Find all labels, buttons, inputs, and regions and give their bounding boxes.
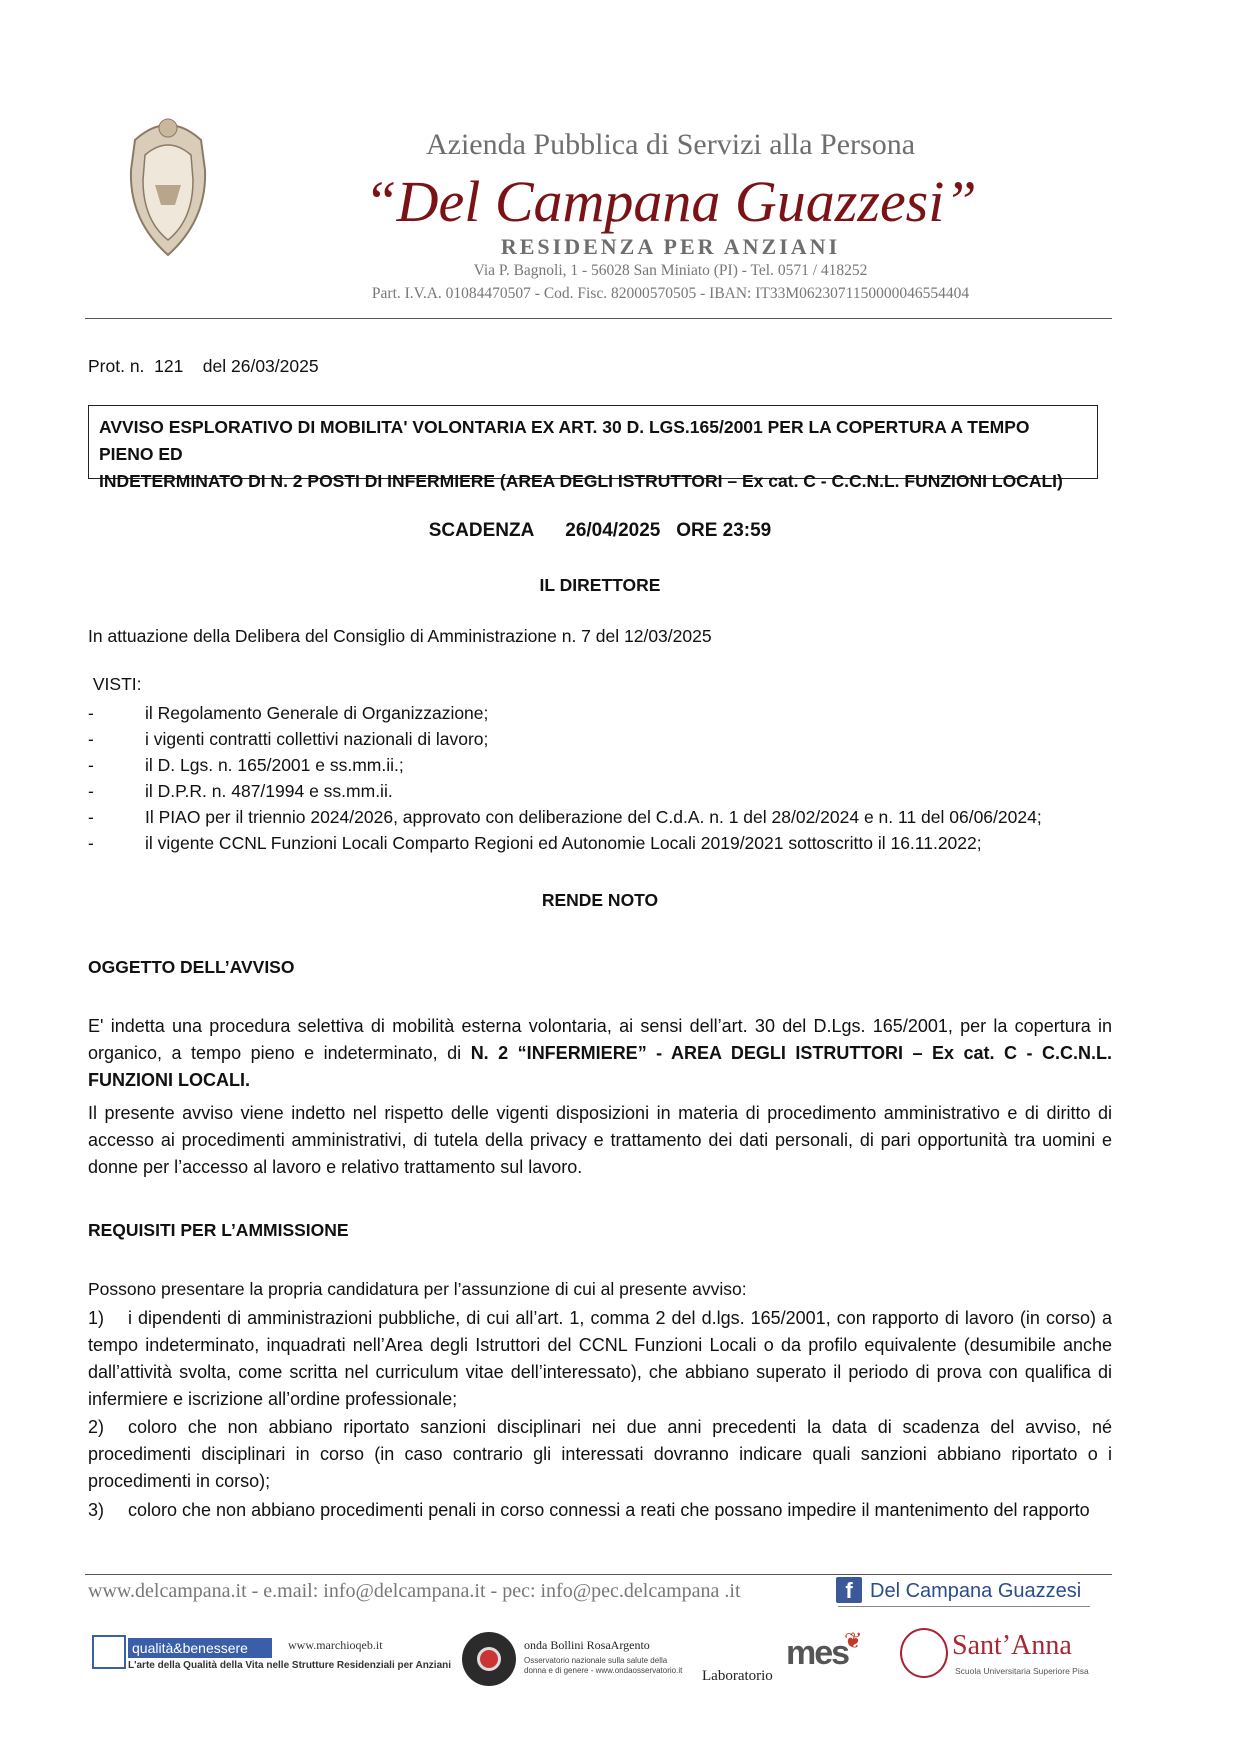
protocol-number: Prot. n. 121 del 26/03/2025 bbox=[88, 356, 319, 376]
requisito-number: 2) bbox=[88, 1417, 105, 1437]
notice-title-line2: INDETERMINATO DI N. 2 POSTI DI INFERMIERE (AREA DEGLI ISTRUTTORI – Ex cat. C - C.C.N.L. FUNZIONI LOCALI) bbox=[99, 471, 1063, 491]
list-dash: - bbox=[88, 833, 94, 853]
leaf-icon: ❦ bbox=[844, 1628, 863, 1653]
facebook-underline bbox=[838, 1606, 1090, 1607]
lab-label: Laboratorio bbox=[702, 1668, 773, 1684]
header-divider bbox=[85, 318, 1112, 319]
qb-logo-icon bbox=[92, 1635, 126, 1669]
director-heading: IL DIRETTORE bbox=[539, 575, 661, 595]
santanna-logo: Sant’Anna bbox=[952, 1630, 1072, 1661]
requisito-item: 3) coloro che non abbiano procedimenti penali in corso connessi a reati che possano impedire il mantenimento del rapporto bbox=[88, 1497, 1112, 1524]
rende-noto-heading: RENDE NOTO bbox=[541, 890, 659, 910]
footer-divider bbox=[85, 1574, 1112, 1575]
visti-item: - i vigenti contratti collettivi nazionali di lavoro; bbox=[88, 726, 488, 752]
qb-tagline: L'arte della Qualità della Vita nelle Strutture Residenziali per Anziani bbox=[128, 1660, 452, 1671]
onda-cross-icon bbox=[477, 1647, 501, 1671]
visti-label: VISTI: bbox=[88, 674, 142, 694]
onda-text: Osservatorio nazionale sulla salute della donna e di genere - www.ondaosservatorio.it bbox=[524, 1656, 683, 1675]
mes-logo: mes bbox=[786, 1634, 849, 1672]
list-dash: - bbox=[88, 807, 94, 827]
notice-title-line1: AVVISO ESPLORATIVO DI MOBILITA' VOLONTARIA EX ART. 30 D. LGS.165/2001 PER LA COPERTURA A TEMPO PIENO ED bbox=[99, 417, 1030, 464]
oggetto-heading: OGGETTO DELL’AVVISO bbox=[88, 957, 295, 977]
requisiti-heading: REQUISITI PER L’AMMISSIONE bbox=[88, 1220, 349, 1240]
org-fiscal: Part. I.V.A. 01084470507 - Cod. Fisc. 82000570505 - IBAN: IT33M0623071150000046554404 bbox=[371, 285, 970, 302]
qb-label: qualità&benessere bbox=[128, 1638, 272, 1658]
santanna-subtitle: Scuola Universitaria Superiore Pisa bbox=[955, 1666, 1089, 1676]
oggetto-paragraph-2: Il presente avviso viene indetto nel rispetto delle vigenti disposizioni in materia di procedimento amministrativo e di diritto di accesso ai procedimenti amministrativi, di tutela della privacy e trattamento dei dati personali, di pari opportunità tra uomini e donne per l’accesso al lavoro e relativo trattamento sul lavoro. bbox=[88, 1103, 1112, 1177]
visti-item: - il Regolamento Generale di Organizzazione; bbox=[88, 700, 488, 726]
qb-site: www.marchioqeb.it bbox=[288, 1638, 383, 1652]
onda-title: onda Bollini RosaArgento bbox=[524, 1638, 650, 1652]
deadline: SCADENZA 26/04/2025 ORE 23:59 bbox=[428, 520, 772, 541]
facebook-icon[interactable]: f bbox=[836, 1577, 862, 1603]
list-dash: - bbox=[88, 703, 94, 723]
org-address: Via P. Bagnoli, 1 - 56028 San Miniato (PI) - Tel. 0571 / 418252 bbox=[473, 262, 868, 279]
requisito-number: 3) bbox=[88, 1500, 105, 1520]
requisito-number: 1) bbox=[88, 1308, 105, 1328]
org-title: “Del Campana Guazzesi” bbox=[364, 169, 977, 234]
visti-item: - il D. Lgs. n. 165/2001 e ss.mm.ii.; bbox=[88, 752, 404, 778]
requisito-item: 2) coloro che non abbiano riportato sanzioni disciplinari nei due anni precedenti la data di scadenza del avviso, né procedimenti disciplinari in corso (in caso contrario gli interessati dovranno indicare quali sanzioni abbiano riportato o i procedimenti in corso); bbox=[88, 1414, 1112, 1495]
footer-contacts[interactable]: www.delcampana.it - e.mail: info@delcampana.it - pec: info@pec.delcampana .it bbox=[88, 1580, 741, 1602]
notice-title-box bbox=[88, 405, 1098, 491]
requisiti-intro: Possono presentare la propria candidatura per l’assunzione di cui al presente avviso: bbox=[88, 1279, 747, 1299]
intro-text: In attuazione della Delibera del Consiglio di Amministrazione n. 7 del 12/03/2025 bbox=[88, 626, 712, 646]
list-dash: - bbox=[88, 781, 94, 801]
visti-item: - Il PIAO per il triennio 2024/2026, approvato con deliberazione del C.d.A. n. 1 del 28/02/2024 e n. 11 del 06/06/2024; bbox=[88, 804, 1042, 830]
santanna-seal-icon bbox=[900, 1628, 948, 1678]
org-line: Azienda Pubblica di Servizi alla Persona bbox=[425, 128, 916, 161]
list-dash: - bbox=[88, 729, 94, 749]
requisito-item: 1) i dipendenti di amministrazioni pubbliche, di cui all’art. 1, comma 2 del d.lgs. 165/2001, con rapporto di lavoro (in corso) a tempo indeterminato, inquadrati nell’Area degli Istruttori del CCNL Funzioni Locali o da profilo equivalente (desumibile anche dall’attività svolta, come scritta nel curriculum vitae dell’interessato), che abbiano superato il periodo di prova con qualifica di infermiere e iscrizione all’ordine professionale; bbox=[88, 1305, 1112, 1413]
facebook-link[interactable]: Del Campana Guazzesi bbox=[870, 1580, 1082, 1602]
list-dash: - bbox=[88, 755, 94, 775]
visti-item: - il vigente CCNL Funzioni Locali Comparto Regioni ed Autonomie Locali 2019/2021 sottoscritto il 16.11.2022; bbox=[88, 830, 982, 856]
org-subtitle: RESIDENZA PER ANZIANI bbox=[500, 234, 841, 259]
visti-item: - il D.P.R. n. 487/1994 e ss.mm.ii. bbox=[88, 778, 393, 804]
oggetto-paragraph-1: E' indetta una procedura selettiva di mobilità esterna volontaria, ai sensi dell’art. 30 del D.Lgs. 165/2001, per la copertura in organico, a tempo pieno e indeterminato, di N. 2 “INFERMIERE” - AREA DEGLI ISTRUTTORI – Ex cat. C - C.C.N.L. FUNZIONI LOCALI. bbox=[88, 1016, 1112, 1090]
